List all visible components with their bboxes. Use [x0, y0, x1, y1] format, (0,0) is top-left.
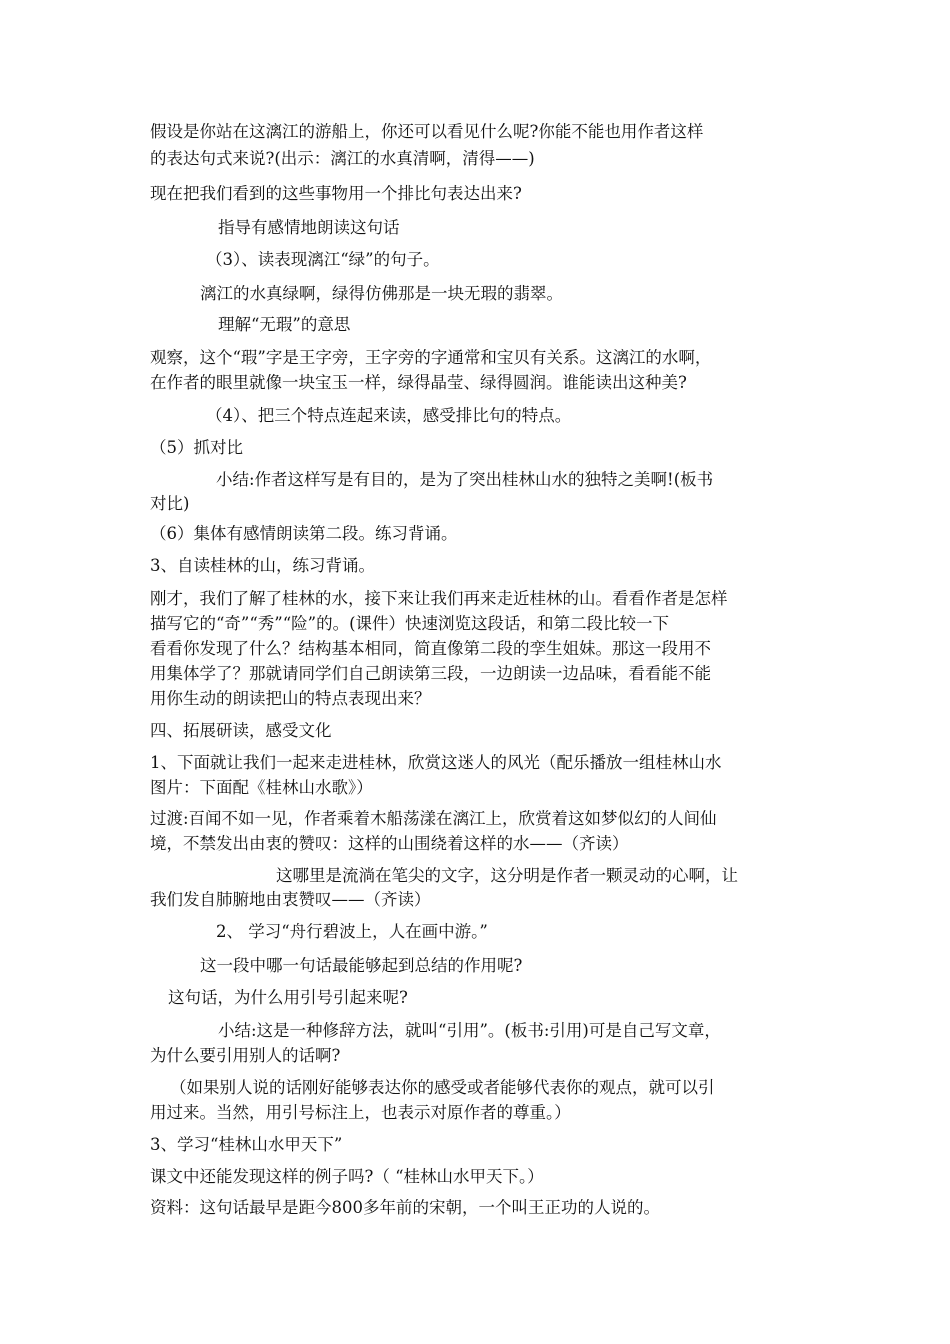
text-line: 的表达句式来说?(出示：漓江的水真清啊，清得——) [150, 149, 535, 168]
text-line: 资料：这句话最早是距今800多年前的宋朝，一个叫王正功的人说的。 [150, 1198, 660, 1217]
text-line: 假设是你站在这漓江的游船上，你还可以看见什么呢?你能不能也用作者这样 [150, 122, 704, 141]
text-line: 这哪里是流淌在笔尖的文字，这分明是作者一颗灵动的心啊，让 [276, 866, 738, 885]
text-line: 过渡:百闻不如一见，作者乘着木船荡漾在漓江上，欣赏着这如梦似幻的人间仙 [150, 809, 717, 828]
text-line: 3、学习“桂林山水甲天下” [150, 1135, 343, 1154]
text-line: （3）、读表现漓江“绿”的句子。 [206, 250, 440, 269]
text-line: 这一段中哪一句话最能够起到总结的作用呢? [200, 956, 523, 975]
text-line: 为什么要引用别人的话啊? [150, 1046, 341, 1065]
text-line: 1、下面就让我们一起来走进桂林，欣赏这迷人的风光（配乐播放一组桂林山水 [150, 753, 722, 772]
text-line: 小结:这是一种修辞方法，就叫“引用”。(板书:引用)可是自己写文章， [218, 1021, 721, 1040]
text-line: 看看你发现了什么？结构基本相同，简直像第二段的孪生姐妹。那这一段用不 [150, 639, 711, 658]
text-line: 境，不禁发出由衷的赞叹：这样的山围绕着这样的水——（齐读） [150, 834, 629, 853]
text-line: 我们发自肺腑地由衷赞叹——（齐读） [150, 890, 431, 909]
text-line: 描写它的“奇”“秀”“险”的。(课件）快速浏览这段话，和第二段比较一下 [150, 614, 670, 633]
text-line: 理解“无瑕”的意思 [218, 315, 351, 334]
text-line: （6）集体有感情朗读第二段。练习背诵。 [150, 524, 458, 543]
text-line: 现在把我们看到的这些事物用一个排比句表达出来? [150, 184, 522, 203]
text-line: （4）、把三个特点连起来读，感受排比句的特点。 [206, 406, 572, 425]
text-line: 用集体学了？那就请同学们自己朗读第三段，一边朗读一边品味，看看能不能 [150, 664, 711, 683]
text-line: 课文中还能发现这样的例子吗?（ “桂林山水甲天下。） [150, 1167, 544, 1186]
text-line: 图片：下面配《桂林山水歌》） [150, 778, 373, 797]
text-line: 小结:作者这样写是有目的，是为了突出桂林山水的独特之美啊!(板书 [216, 470, 714, 489]
text-line: （如果别人说的话刚好能够表达你的感受或者能够代表你的观点，就可以引 [170, 1078, 715, 1097]
text-line: 四、拓展研读，感受文化 [150, 721, 332, 740]
text-line: 指导有感情地朗读这句话 [218, 218, 400, 237]
text-line: （5）抓对比 [150, 438, 243, 457]
text-line: 3、自读桂林的山，练习背诵。 [150, 556, 375, 575]
text-line: 2、 学习“舟行碧波上，人在画中游。” [216, 922, 488, 941]
text-line: 在作者的眼里就像一块宝玉一样，绿得晶莹、绿得圆润。谁能读出这种美? [150, 373, 687, 392]
text-line: 这句话，为什么用引号引起来呢? [168, 988, 408, 1007]
text-line: 观察，这个“瑕”字是王字旁，王字旁的字通常和宝贝有关系。这漓江的水啊， [150, 348, 712, 367]
text-line: 用你生动的朗读把山的特点表现出来？ [150, 689, 431, 708]
text-line: 对比) [150, 494, 190, 513]
text-line: 漓江的水真绿啊，绿得仿佛那是一块无瑕的翡翠。 [200, 284, 563, 303]
text-line: 刚才，我们了解了桂林的水，接下来让我们再来走近桂林的山。看看作者是怎样 [150, 589, 728, 608]
text-line: 用过来。当然，用引号标注上，也表示对原作者的尊重。） [150, 1103, 571, 1122]
